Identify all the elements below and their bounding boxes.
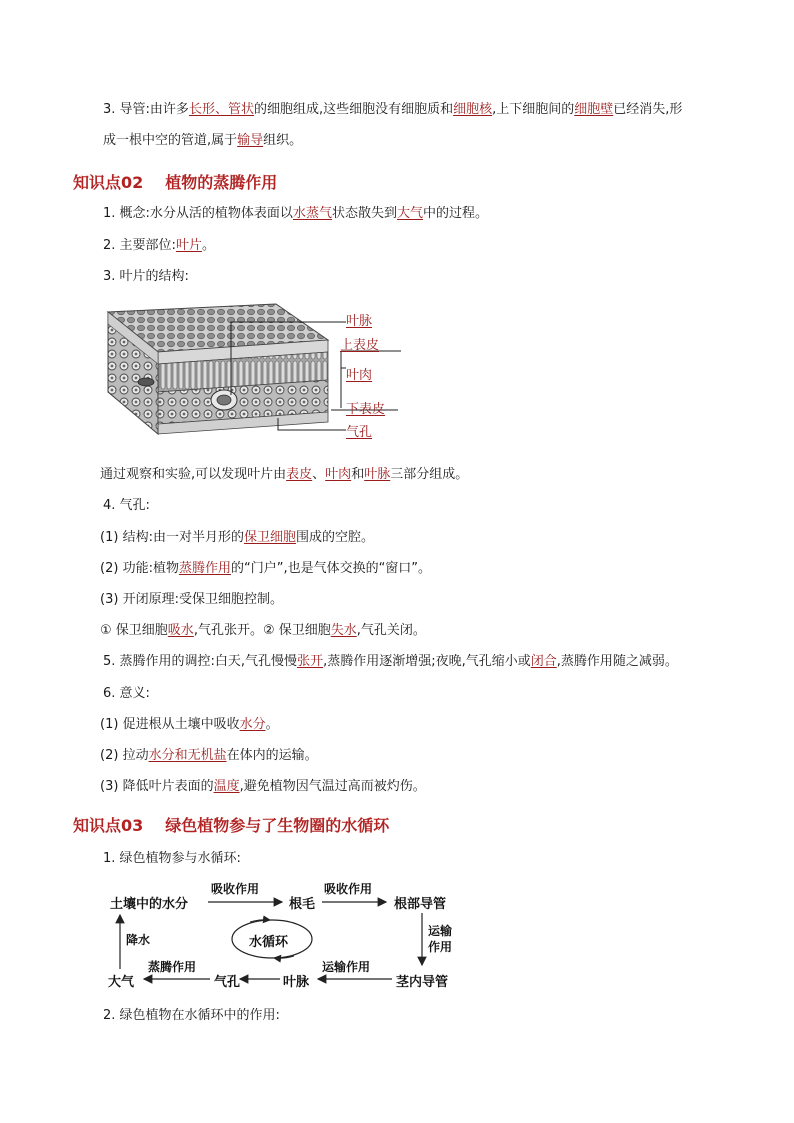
edge-transport-2: 运输作用 — [322, 960, 371, 974]
stoma-structure-line: (1) 结构:由一对半月形的保卫细胞围成的空腔。 — [100, 530, 374, 545]
stoma-title-line: 4. 气孔: — [103, 498, 150, 513]
flow-stem-vessel: 茎内导管 — [396, 975, 449, 990]
label-stoma: 气孔 — [346, 425, 373, 440]
leaf-structure-line: 3. 叶片的结构: — [103, 269, 189, 284]
flow-stoma: 气孔 — [214, 975, 241, 990]
label-vein: 叶脉 — [346, 314, 373, 329]
significance-2-line: (2) 拉动水分和无机盐在体内的运输。 — [100, 748, 318, 763]
significance-1-line: (1) 促进根从土壤中吸收水分。 — [100, 717, 279, 732]
flow-root-vessel: 根部导管 — [394, 897, 447, 912]
regulation-line: 5. 蒸腾作用的调控:白天,气孔慢慢张开,蒸腾作用逐渐增强;夜晚,气孔缩小或闭合,蒸腾作用随之减弱。 — [103, 654, 678, 669]
label-mesophyll: 叶肉 — [346, 368, 373, 383]
vessel-line-2: 成一根中空的管道,属于输导组织。 — [103, 133, 303, 148]
flow-atmosphere: 大气 — [108, 975, 135, 990]
role-title-line: 2. 绿色植物在水循环中的作用: — [103, 1008, 280, 1023]
edge-transport-v2: 作用 — [428, 940, 453, 954]
stoma-principle-line: (3) 开闭原理:受保卫细胞控制。 — [100, 592, 283, 607]
concept-line: 1. 概念:水分从活的植物体表面以水蒸气状态散失到大气中的过程。 — [103, 206, 488, 221]
flow-soil-water: 土壤中的水分 — [110, 897, 189, 912]
observation-line: 通过观察和实验,可以发现叶片由表皮、叶肉和叶脉三部分组成。 — [100, 467, 469, 482]
flow-leaf-vein: 叶脉 — [283, 975, 310, 990]
label-lower-epidermis: 下表皮 — [346, 402, 386, 417]
flow-center-water-cycle: 水循环 — [249, 935, 289, 950]
significance-title-line: 6. 意义: — [103, 686, 150, 701]
main-part-line: 2. 主要部位:叶片。 — [103, 238, 215, 253]
flow-root-hair: 根毛 — [289, 897, 316, 912]
heading-knowledge-03: 知识点03 绿色植物参与了生物圈的水循环 — [73, 816, 390, 835]
stoma-function-line: (2) 功能:植物蒸腾作用的“门户”,也是气体交换的“窗口”。 — [100, 561, 432, 576]
edge-transport-v1: 运输 — [428, 924, 453, 938]
edge-absorb-2: 吸收作用 — [324, 882, 373, 896]
water-cycle-title-line: 1. 绿色植物参与水循环: — [103, 851, 241, 866]
guard-cell-line: ① 保卫细胞吸水,气孔张开。② 保卫细胞失水,气孔关闭。 — [100, 623, 426, 638]
edge-rain: 降水 — [126, 933, 151, 947]
edge-transpire: 蒸腾作用 — [148, 960, 197, 974]
edge-absorb-1: 吸收作用 — [211, 882, 260, 896]
label-upper-epidermis: 上表皮 — [340, 338, 380, 353]
heading-knowledge-02: 知识点02 植物的蒸腾作用 — [73, 173, 278, 192]
vessel-line-1: 3. 导管:由许多长形、管状的细胞组成,这些细胞没有细胞质和细胞核,上下细胞间的细胞壁已经消失,形 — [103, 102, 683, 117]
significance-3-line: (3) 降低叶片表面的温度,避免植物因气温过高而被灼伤。 — [100, 779, 426, 794]
